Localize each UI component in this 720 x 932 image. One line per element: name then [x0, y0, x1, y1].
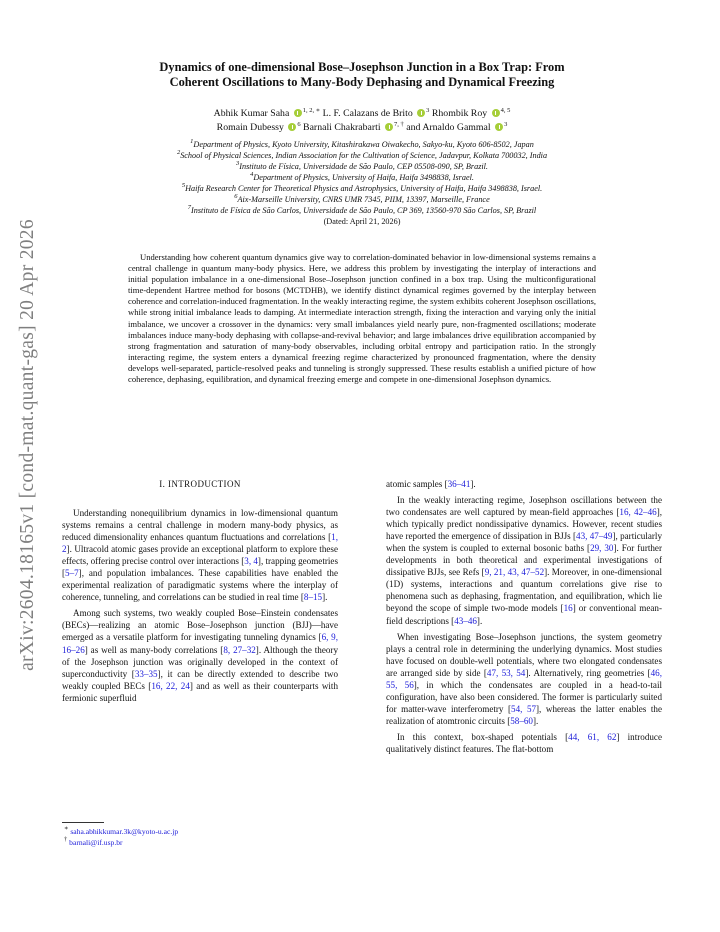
citation-link[interactable]: 16, 22, 24: [151, 680, 190, 691]
affiliation-line: [62, 172, 662, 183]
citation-link[interactable]: 5–7: [65, 568, 79, 579]
affiliation-line: [62, 139, 662, 150]
abstract-text: Understanding how coherent quantum dynamics give way to correlation-dominated behavior in low-dimensional systems remains a central challenge in quantum many-body physics. Here, we address this problem by investigating the interplay of interactions and initial population imbalance in a one-dimensional Bose–Josephson junction confined in a box trap. Using the multiconfigurational time-dependent Hartree method for bosons (MCTDHB), we identify distinct dynamical regimes governed by the interplay between coherence and correlation-induced fragmentation. In the weakly interacting regime, the system exhibits coherent Josephson oscillations, while strong initial imbalance leads to damping. At intermediate interaction strength, fixing the interaction and varying only the initial imbalance, we uncover a crossover in the dynamics: very small imbalances yield nearly pure, non-fragmented oscillations; moderate imbalances induce many-body dephasing with collapse-and-revival behavior; and large imbalances drive equilibration accompanied by strong fragmentation and saturation of many-body observables, including orbital entropy and participation ratio. In the strongly interacting regime, the system enters a dynamical freezing regime characterized by pronounced fragmentation, where the density develops well-separated, particle-resolved peaks and tunneling is strongly suppressed. These results establish a unified picture of how coherence, dephasing, equilibration, and dynamical freezing emerge and compete in one-dimensional Josephson dynamics.: [128, 252, 596, 385]
affiliation-sup: 6: [234, 193, 238, 200]
left-column: [62, 478, 338, 708]
email-link[interactable]: saha.abhikkumar.3k@kyoto-u.ac.jp: [70, 827, 179, 836]
arxiv-identifier: [6, 210, 50, 680]
orcid-icon[interactable]: [492, 109, 500, 117]
author-conjunction: and: [406, 122, 421, 133]
orcid-icon[interactable]: [288, 123, 296, 131]
affiliation-text: Instituto de Física, Universidade de São Paulo, CEP 05508-090, SP, Brazil.: [239, 162, 488, 171]
paragraph: In this context, box-shaped potentials [44, 61, 62] introduce qualitatively distinct features. The flat-bottom: [386, 731, 662, 754]
citation-link[interactable]: 46, 55, 56: [386, 667, 662, 690]
citation-link[interactable]: 43–46: [454, 615, 477, 626]
paragraph: Understanding nonequilibrium dynamics in low-dimensional quantum systems remains a central challenge in modern many-body physics, as reduced dimensionality enhances quantum fluctuations and correlations [1, 2]. Ultracold atomic gases provide an exceptional platform to explore these effects, offering precise control over interactions [3, 4], trapping geometries [5–7], and population imbalances. These capabilities have enabled the experimental realization of paradigmatic systems where the interplay of coherence, tunneling, and correlations can be studied in real time [8–15].: [62, 508, 338, 603]
abstract: [128, 252, 596, 385]
affiliation-sup: 2: [176, 149, 181, 156]
footnotes: [64, 827, 178, 848]
affiliation-line: [62, 183, 662, 194]
affiliation-text: Department of Physics, University of Haifa, Haifa 3498838, Israel.: [253, 173, 474, 182]
author-name: Romain Dubessy: [216, 122, 284, 133]
citation-link[interactable]: 43, 47–49: [576, 531, 613, 542]
orcid-icon[interactable]: [294, 109, 302, 117]
citation-link[interactable]: 47, 53, 54: [486, 667, 526, 678]
footnote-divider: [62, 822, 104, 823]
affiliation-line: [62, 150, 662, 161]
paper-title: [62, 60, 662, 90]
citation-link[interactable]: 16: [563, 603, 573, 614]
paragraph: In the weakly interacting regime, Josephson oscillations between the two condensates are well captured by mean-field approaches [16, 42–46], which typically predict nondissipative dynamics. However, recent studies have reported the emergence of dissipation in BJJs [43, 47–49], particularly when the system is coupled to external bosonic baths [29, 30]. For further developments in both theoretical and experimental investigations of dissipative BJJs, see Refs [9, 21, 43, 47–52]. Moreover, in one-dimensional (1D) systems, interactions and quantum correlations give rise to phenomena such as dephasing, fragmentation, and equilibration, which lie beyond the scope of simple two-mode models [16] or conventional mean-field descriptions [43–46].: [386, 495, 663, 626]
citation-link[interactable]: 3, 4: [244, 556, 258, 567]
citation-link[interactable]: 58–60: [510, 715, 533, 726]
paragraph: When investigating Bose–Josephson junctions, the system geometry plays a central role in determining the underlying dynamics. Most studies have focused on double-well potentials, where two elongated condensates are arranged side by side [47, 53, 54]. Alternatively, ring geometries [46, 55, 56], in which the condensates are coupled in a head-to-tail configuration, have also been considered. The former is particularly suited for matter-wave interferometry [54, 57], whereas the latter enables the realization of atomtronic circuits [58–60].: [386, 631, 663, 726]
affiliation-sup: 4: [250, 171, 254, 178]
footnote: [64, 835, 178, 849]
affiliation-line: [62, 161, 662, 172]
author-sup: 3: [504, 121, 508, 128]
dated-line: (Dated: April 21, 2026): [323, 217, 401, 226]
citation-link[interactable]: 9, 21, 43, 47–52: [484, 567, 545, 578]
author-name: Barnali Chakrabarti: [303, 122, 381, 133]
orcid-icon[interactable]: [385, 123, 393, 131]
affiliation-sup: 3: [236, 160, 240, 167]
author-name: Arnaldo Gammal: [422, 122, 491, 133]
title-line-1: Dynamics of one-dimensional Bose–Josephson Junction in a Box Trap: From: [159, 60, 565, 74]
affiliation-line: [62, 194, 662, 205]
author-name: Abhik Kumar Saha: [213, 108, 290, 119]
title-line-2: Coherent Oscillations to Many-Body Dephasing and Dynamical Freezing: [169, 75, 555, 89]
affiliation-list: [62, 139, 662, 227]
citation-link[interactable]: 1, 2: [62, 532, 338, 555]
arxiv-id-text: arXiv:2604.18165v1 [cond-mat.quant-gas] 20 Apr 2026: [17, 219, 38, 671]
affiliation-sup: 1: [190, 138, 194, 145]
orcid-icon[interactable]: [495, 123, 503, 131]
footnote-mark: ∗: [64, 825, 69, 832]
author-sup: 1, 2, ∗: [302, 107, 321, 114]
footnote-mark: †: [64, 835, 68, 843]
citation-link[interactable]: 8–15: [303, 592, 323, 603]
orcid-icon[interactable]: [417, 109, 425, 117]
author-name: Rhombik Roy: [431, 108, 488, 119]
citation-link[interactable]: 16, 42–46: [619, 507, 657, 518]
affiliation-line: [62, 205, 662, 216]
affiliation-text: Instituto de Física de São Carlos, Universidade de São Paulo, CP 369, 13560-970 São Carlos, SP, Brazil: [191, 206, 537, 215]
author-name: L. F. Calazans de Brito: [322, 108, 413, 119]
author-line-1: [62, 107, 662, 121]
citation-link[interactable]: 8, 27–32: [223, 644, 256, 655]
footnote: [64, 827, 178, 838]
affiliation-sup: 7: [187, 204, 192, 211]
right-column: [386, 478, 662, 759]
citation-link[interactable]: 29, 30: [590, 543, 614, 554]
author-sup: 7, †: [394, 121, 404, 128]
author-sup: 3: [426, 107, 430, 114]
author-line-2: [62, 121, 662, 135]
citation-link[interactable]: 54, 57: [511, 703, 537, 714]
affiliation-sup: 5: [181, 182, 186, 189]
author-list: [62, 107, 662, 135]
citation-link[interactable]: 33–35: [134, 668, 158, 679]
paragraph: atomic samples [36–41].: [386, 479, 476, 489]
affiliation-text: Haifa Research Center for Theoretical Physics and Astrophysics, University of Haifa, Haifa 3498838, Israel.: [185, 184, 543, 193]
citation-link[interactable]: 36–41: [447, 479, 471, 489]
affiliation-text: Department of Physics, Kyoto University, Kitashirakawa Oiwakecho, Sakyo-ku, Kyoto 606-8502, Japan: [193, 140, 534, 149]
paragraph: Among such systems, two weakly coupled Bose–Einstein condensates (BECs)—realizing an atomic Bose–Josephson junction (BJJ)—have emerged as a versatile platform for investigating tunneling dynamics [6, 9, 16–26] as well as many-body correlations [8, 27–32]. Although the theory of the Josephson junction was originally developed in the context of superconductivity [33–35], it can be directly extended to describe two weakly coupled BECs [16, 22, 24] and as well as their counterparts with fermionic superfluid: [62, 608, 339, 703]
author-sup: 6: [297, 121, 301, 128]
citation-link[interactable]: 6, 9, 16–26: [62, 632, 339, 655]
author-sup: 4, 5: [500, 107, 511, 114]
citation-link[interactable]: 44, 61, 62: [568, 731, 617, 742]
email-link[interactable]: barnali@if.usp.br: [69, 837, 123, 847]
section-heading: I. INTRODUCTION: [159, 479, 241, 489]
affiliation-text: Aix-Marseille University, CNRS UMR 7345, PIIM, 13397, Marseille, France: [237, 195, 490, 204]
affiliation-text: School of Physical Sciences, Indian Association for the Cultivation of Science, Jadavpur, Kolkata 700032, India: [180, 151, 548, 160]
